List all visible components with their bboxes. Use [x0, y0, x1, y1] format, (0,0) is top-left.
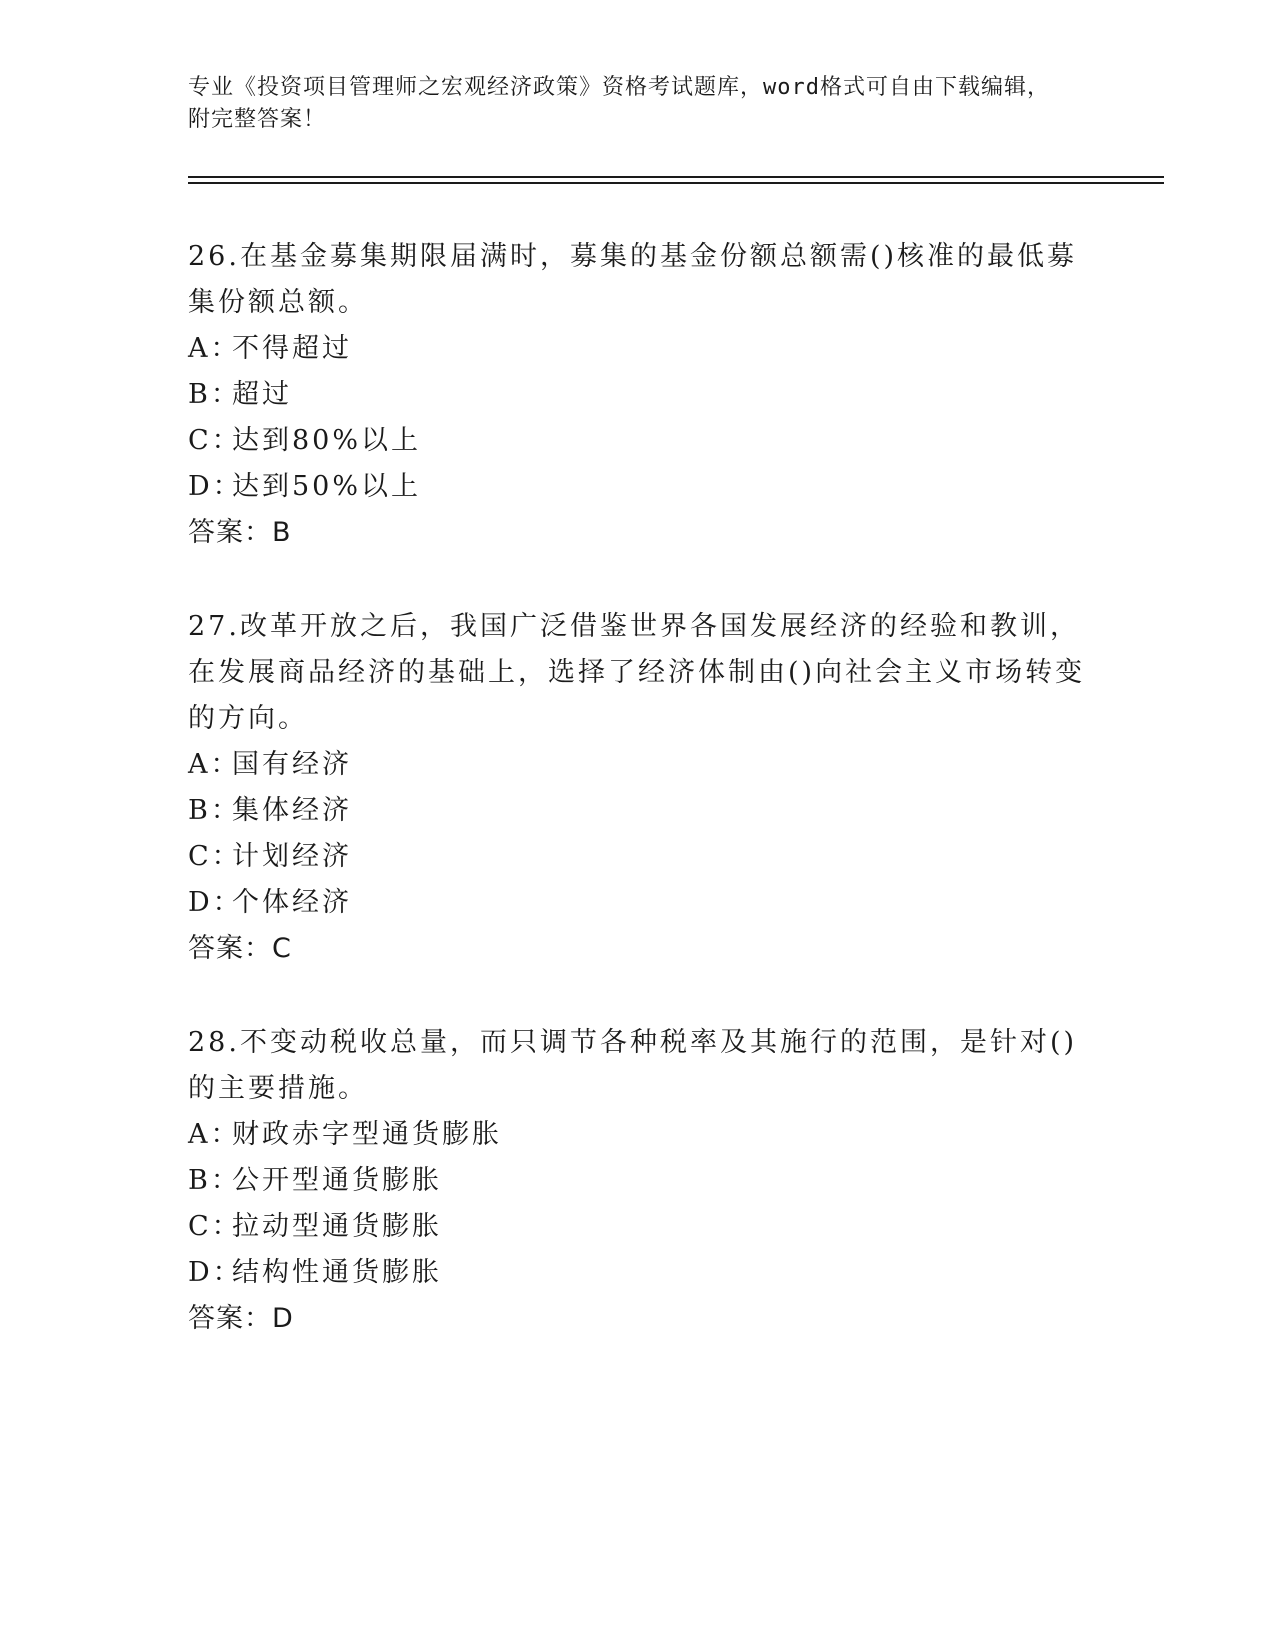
option-key: B：	[188, 1165, 241, 1196]
option-a	[188, 326, 1088, 372]
option-key: A：	[188, 333, 241, 364]
option-text: 集体经济	[232, 795, 352, 826]
answer-line: 答案：D	[188, 1303, 294, 1334]
answer-line: 答案：B	[188, 517, 292, 548]
option-text: 达到80%以上	[232, 425, 422, 456]
question-27	[188, 604, 1088, 972]
option-text: 财政赤字型通货膨胀	[232, 1119, 502, 1150]
header-divider-bottom	[188, 182, 1164, 184]
option-c	[188, 834, 1088, 880]
option-b	[188, 788, 1088, 834]
option-key: C：	[188, 841, 242, 872]
answer-line: 答案：C	[188, 933, 292, 964]
option-c	[188, 1204, 1088, 1250]
option-key: A：	[188, 749, 241, 780]
question-stem: 26.在基金募集期限届满时，募集的基金份额总额需()核准的最低募集份额总额。	[188, 241, 1078, 318]
document-header: 专业《投资项目管理师之宏观经济政策》资格考试题库，word格式可自由下载编辑，附完整答案！	[188, 75, 1050, 132]
question-stem: 28.不变动税收总量，而只调节各种税率及其施行的范围，是针对()的主要措施。	[188, 1027, 1078, 1104]
option-d	[188, 1250, 1088, 1296]
option-key: C：	[188, 425, 242, 456]
option-text: 国有经济	[232, 749, 352, 780]
option-b	[188, 372, 1088, 418]
option-text: 超过	[232, 379, 292, 410]
question-list	[188, 234, 1088, 1390]
option-c	[188, 418, 1088, 464]
question-26	[188, 234, 1088, 556]
option-key: D：	[188, 471, 243, 502]
option-key: D：	[188, 1257, 243, 1288]
option-key: A：	[188, 1119, 241, 1150]
header-divider-top	[188, 176, 1164, 178]
option-key: B：	[188, 795, 241, 826]
option-text: 结构性通货膨胀	[232, 1257, 442, 1288]
option-text: 公开型通货膨胀	[232, 1165, 442, 1196]
option-key: D：	[188, 887, 243, 918]
question-stem: 27.改革开放之后，我国广泛借鉴世界各国发展经济的经验和教训，在发展商品经济的基础上，选择了经济体制由()向社会主义市场转变的方向。	[188, 611, 1086, 734]
option-a	[188, 1112, 1088, 1158]
option-key: C：	[188, 1211, 242, 1242]
option-text: 个体经济	[232, 887, 352, 918]
question-28	[188, 1020, 1088, 1342]
option-key: B：	[188, 379, 241, 410]
option-b	[188, 1158, 1088, 1204]
option-d	[188, 880, 1088, 926]
option-text: 计划经济	[232, 841, 352, 872]
option-text: 不得超过	[232, 333, 352, 364]
option-text: 达到50%以上	[232, 471, 422, 502]
option-d	[188, 464, 1088, 510]
option-text: 拉动型通货膨胀	[232, 1211, 442, 1242]
option-a	[188, 742, 1088, 788]
